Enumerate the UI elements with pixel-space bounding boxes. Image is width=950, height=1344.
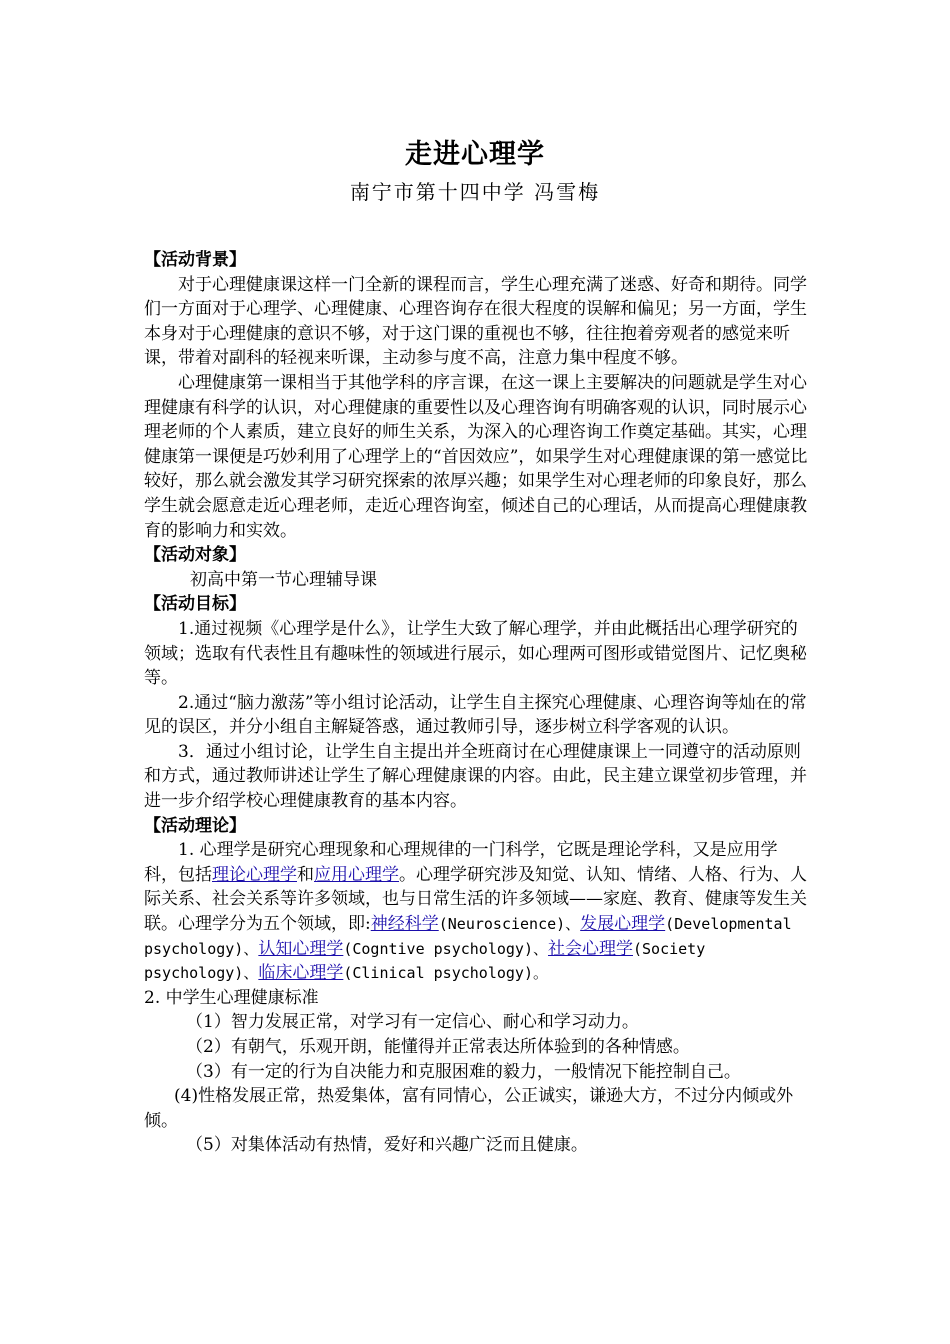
section-heading-background: 【活动背景】 [144, 250, 246, 270]
standard-3: （3）有一定的行为自决能力和克服困难的毅力，一般情况下能控制自己。 [186, 1061, 741, 1082]
cognitive-en: (Cogntive psychology)、 [343, 939, 548, 958]
theory-text-b: 。心理学研究涉及知觉、认知、情绪、人格、行为、人际关系、社会关系等许多领域，也与日常生活的许多领域——家庭、教育、健康等发生关联。心理学分为五个领域，即: [144, 864, 807, 935]
document-body [144, 248, 808, 1158]
standard-2: （2）有朝气，乐观开朗，能懂得并正常表达所体验到的各种情感。 [186, 1037, 690, 1057]
section-heading-target: 【活动对象】 [144, 545, 246, 566]
background-paragraph-2: 心理健康第一课相当于其他学科的序言课，在这一课上主要解决的问题就是学生对心理健康有科学的认识，对心理健康的重要性以及心理咨询有明确客观的认识，同时展示心理老师的个人素质，建立良好的师生关系，为深入的心理咨询工作奠定基础。其实，心理健康第一课便是巧妙利用了心理学上的“首因效应”，如果学生对心理健康课的第一感觉比较好，那么就会激发其学习研究探索的浓厚兴趣；如果学生对心理老师的印象良好，那么学生就会愿意走近心理老师，走近心理咨询室，倾述自己的心理话，从而提高心理健康教育的影响力和实效。 [144, 372, 808, 541]
background-paragraph-1: 对于心理健康课这样一门全新的课程而言，学生心理充满了迷惑、好奇和期待。同学们一方面对于心理学、心理健康、心理咨询存在很大程度的误解和偏见；另一方面，学生本身对于心理健康的意识不够，对于这门课的重视也不够，往往抱着旁观者的感觉来听课，带着对副科的轻视来听课，主动参与度不高，注意力集中程度不够。 [144, 274, 807, 369]
target-text: 初高中第一节心理辅导课 [190, 569, 377, 590]
section-heading-theory: 【活动理论】 [144, 815, 246, 836]
goal-item-3: 3．通过小组讨论，让学生自主提出并全班商讨在心理健康课上一同遵守的活动原则和方式，通过教师讲述让学生了解心理健康课的内容。由此，民主建立课堂初步管理，并进一步介绍学校心理健康教育的基本内容。 [144, 741, 807, 812]
goal-item-1: 1.通过视频《心理学是什么》，让学生大致了解心理学，并由此概括出心理学研究的领域；选取有代表性且有趣味性的领域进行展示，如心理两可图形或错觉图片、记忆奥秘等。 [144, 618, 807, 689]
developmental-en: (Developmental psychology)、 [144, 915, 792, 958]
neuroscience-en: (Neuroscience)、 [438, 915, 581, 934]
theory-and: 和 [297, 864, 314, 885]
link-neuroscience[interactable]: 神经科学 [370, 914, 439, 935]
standard-1: （1）智力发展正常，对学习有一定信心、耐心和学习动力。 [186, 1012, 639, 1033]
theory-item-1 [144, 838, 808, 986]
link-developmental-psychology[interactable]: 发展心理学 [580, 914, 666, 935]
link-applied-psychology[interactable]: 应用心理学 [314, 864, 399, 885]
link-clinical-psychology[interactable]: 临床心理学 [258, 963, 344, 984]
standard-5: （5）对集体活动有热情，爱好和兴趣广泛而且健康。 [186, 1135, 588, 1156]
standard-4: (4)性格发展正常，热爱集体，富有同情心，公正诚实，谦逊大方，不过分内倾或外倾。 [144, 1086, 794, 1131]
goal-item-2: 2.通过“脑力激荡”等小组讨论活动，让学生自主探究心理健康、心理咨询等灿在的常见的误区，并分小组自主解疑答惑，通过教师引导，逐步树立科学客观的认识。 [144, 692, 807, 738]
theory-item-2: 2. 中学生心理健康标准 [144, 987, 319, 1008]
section-heading-goals: 【活动目标】 [144, 594, 246, 615]
theory-text-a: 1. 心理学是研究心理现象和心理规律的一门科学，它既是理论学科，又是应用学科，包括 [144, 840, 778, 885]
clinical-en: (Clinical psychology)。 [343, 964, 548, 983]
page-title: 走进心理学 [405, 139, 545, 170]
link-theoretical-psychology[interactable]: 理论心理学 [212, 864, 297, 885]
author-line: 南宁市第十四中学 冯雪梅 [349, 180, 601, 204]
link-social-psychology[interactable]: 社会心理学 [548, 938, 633, 959]
social-en: (Society psychology)、 [144, 939, 706, 983]
link-cognitive-psychology[interactable]: 认知心理学 [258, 938, 344, 959]
